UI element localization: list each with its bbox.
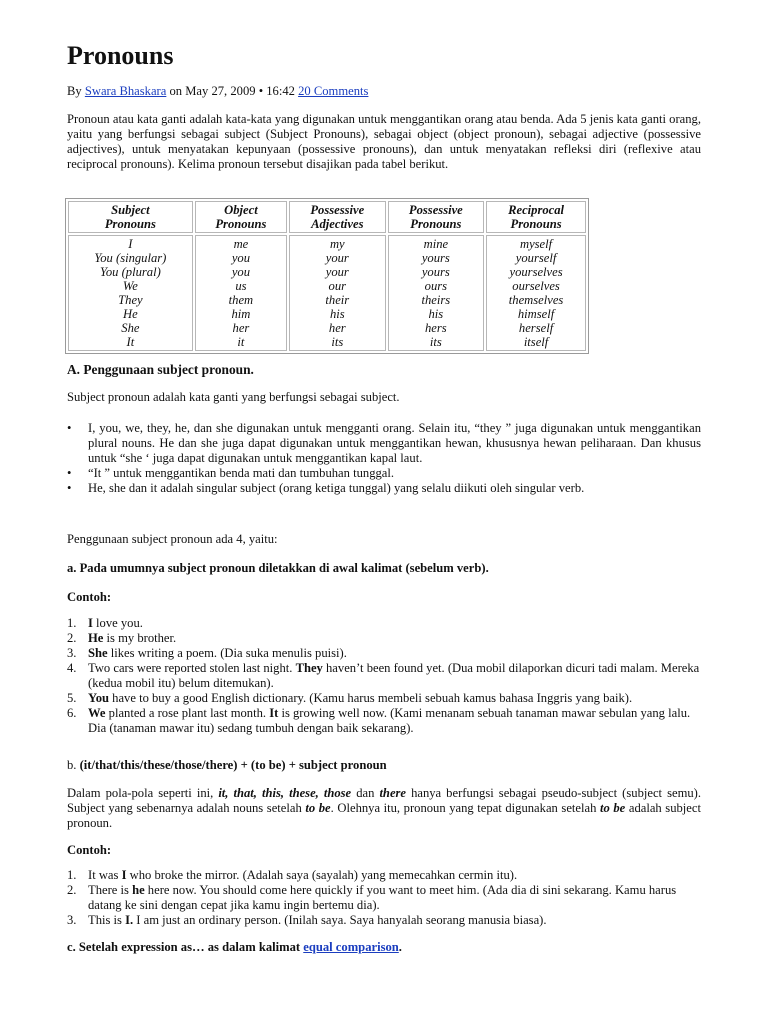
table-cell: You (singular) [94,251,167,265]
comments-link[interactable]: 20 Comments [298,84,369,98]
list-item: 1. I love you. [67,616,143,630]
list-item: 3. She likes writing a poem. (Dia suka menulis puisi). [67,646,347,660]
column-possessive-adjectives [289,235,386,351]
table-cell: you [231,251,250,265]
sub-a-heading: a. Pada umumnya subject pronoun diletakkan di awal kalimat (sebelum verb). [67,561,489,575]
table-cell: He [123,307,138,321]
pronoun-table [65,198,589,354]
table-cell: yourselves [509,265,563,279]
list-item: 1. It was I who broke the mirror. (Adalah saya (sayalah) yang memecahkan cermin itu). [67,868,518,882]
sub-a-contoh: Contoh: [67,590,112,604]
table-cell: themselves [508,293,564,307]
column-reciprocal-pronouns [486,235,586,351]
table-cell: her [232,321,250,335]
list-item: 2. He is my brother. [67,631,177,645]
list-item: • I, you, we, they, he, dan she digunakan untuk mengganti orang. Selain itu, “they ” juga digunakan untuk menggantikan plural nouns. He dan she juga dapat digunakan untuk menggantikan hewan, khususnya hewan peliharaan. Dan khusus untuk “she ‘ juga dapat digunakan untuk menggantikan kapal laut. [67,421,701,465]
table-cell: you [231,265,250,279]
table-cell: mine [423,237,449,251]
list-item: 3. This is I. I am just an ordinary person. (Inilah saya. Saya hanyalah seorang manusia biasa). [67,913,547,927]
column-subject-pronouns [68,235,193,351]
column-object-pronouns [195,235,287,351]
column-possessive-pronouns [388,235,485,351]
table-cell: yours [421,265,450,279]
intro-paragraph: Pronoun atau kata ganti adalah kata-kata yang digunakan untuk menggantikan orang atau benda. Ada 5 jenis kata ganti orang, yaitu yang berfungsi sebagai subject (Subject Pronouns), sebagai object (object pronoun), sebagai adjective (possessive adjectives), untuk menyatakan kepunyaan (possessive pronouns), dan untuk menyatakan refleksi diri (reflexive atau reciprocal pronouns). Kelima pronoun tersebut disajikan pada tabel berikut. [67,112,701,171]
list-item: 5. You have to buy a good English dictionary. (Kamu harus membeli sebuah kamus bahasa Inggris yang baik). [67,691,633,705]
table-cell: my [329,237,345,251]
list-item: 2. There is he here now. You should come here quickly if you want to meet him. (Ada dia di sini sekarang. Kamu harus datang ke sini dengan cepat jika kamu ingin bertemu dia). [67,883,677,912]
table-cell: your [325,251,349,265]
table-cell: us [235,279,247,293]
table-cell: herself [518,321,554,335]
table-cell: himself [517,307,555,321]
table-cell: her [328,321,346,335]
table-cell: your [325,265,349,279]
table-cell: yourself [515,251,557,265]
table-cell: theirs [421,293,451,307]
section-a-heading: A. Penggunaan subject pronoun. [67,362,254,377]
sub-c-heading: c. Setelah expression as… as dalam kalimat equal comparison. [67,940,402,954]
table-cell: it [237,335,245,349]
table-body-row [68,235,586,351]
table-cell: They [118,293,143,307]
list-item: • “It ” untuk menggantikan benda mati dan tumbuhan tunggal. [67,466,395,480]
header-possessive-pronouns: Possessive Pronouns [388,201,485,233]
section-a-count: Penggunaan subject pronoun ada 4, yaitu: [67,532,278,546]
table-cell: their [325,293,350,307]
list-item: 6. We planted a rose plant last month. It is growing well now. (Kami menanam sebuah tanaman mawar sebulan yang lalu. Dia (tanaman mawar itu) sedang tumbuh dengan baik sekarang). [67,706,691,735]
table-cell: yours [421,251,450,265]
equal-comparison-link[interactable]: equal comparison [303,940,399,954]
table-cell: myself [519,237,553,251]
table-cell: I [128,237,133,251]
table-cell: our [328,279,347,293]
section-a-intro: Subject pronoun adalah kata ganti yang berfungsi sebagai subject. [67,390,400,404]
table-cell: ourselves [512,279,560,293]
list-item: • He, she dan it adalah singular subject (orang ketiga tunggal) yang selalu diikuti oleh singular verb. [67,481,585,495]
header-subject-pronouns: Subject Pronouns [68,201,193,233]
header-object-pronouns: Object Pronouns [195,201,287,233]
table-cell: We [122,279,138,293]
header-reciprocal-pronouns: Reciprocal Pronouns [486,201,586,233]
byline-date: on May 27, 2009 • 16:42 [166,84,299,98]
table-cell: his [428,307,444,321]
table-cell: ours [424,279,448,293]
sub-b-paragraph: Dalam pola-pola seperti ini, it, that, this, these, those dan there hanya berfungsi sebagai pseudo-subject (subject semu). Subject yang sebenarnya adalah nouns setelah to be. Olehnya itu, pronoun yang tepat digunakan setelah to be adalah subject pronoun. [67,786,702,830]
table-cell: its [331,335,344,349]
sub-b-examples [67,868,701,928]
author-link[interactable]: Swara Bhaskara [84,84,167,98]
table-cell: hers [425,321,447,335]
table-header-row [68,201,586,233]
sub-a-examples [67,616,701,736]
table-cell: him [231,307,251,321]
sub-b-heading: b. (it/that/this/these/those/there) + (to be) + subject pronoun [67,758,387,772]
table-cell: It [126,335,135,349]
table-cell: his [329,307,345,321]
table-cell: its [429,335,442,349]
table-cell: You (plural) [100,265,161,279]
table-cell: them [228,293,254,307]
sub-b-contoh: Contoh: [67,843,112,857]
list-item: 4. Two cars were reported stolen last night. They haven’t been found yet. (Dua mobil dilaporkan dicuri tadi malam. Mereka (kedua mobil itu) belum ditemukan). [67,661,700,690]
header-possessive-adjectives: Possessive Adjectives [289,201,386,233]
byline-by: By [67,84,85,98]
page-title: Pronouns [67,41,174,70]
table-cell: me [233,237,249,251]
section-a-bullets [67,421,701,496]
table-cell: She [121,321,140,335]
byline [67,84,701,99]
table-cell: itself [523,335,549,349]
